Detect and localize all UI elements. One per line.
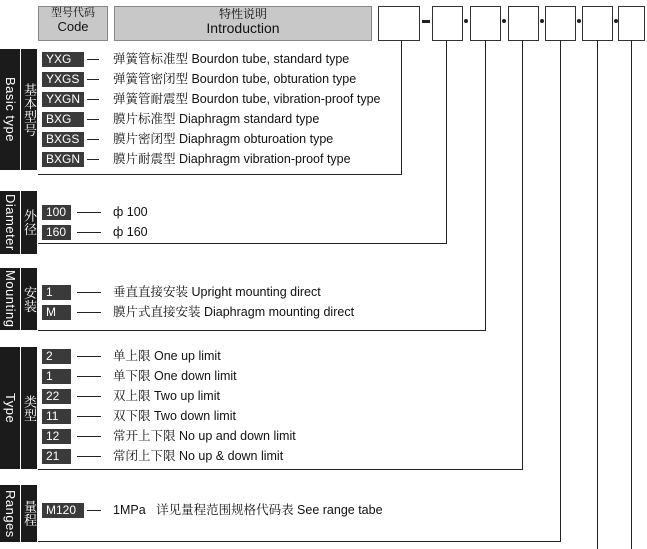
code-slot-type [508, 6, 539, 41]
label-basic-bxg: 膜片标准型 Diaphragm standard type [113, 112, 320, 126]
label-basic-yxgn: 弹簧管耐震型 Bourdon tube, vibration-proof type [113, 92, 381, 106]
label-basic-yxgs: 弹簧管密闭型 Bourdon tube, obturation type [113, 72, 357, 86]
code-type-22: 22 [42, 389, 71, 404]
connector-diameter [38, 243, 446, 244]
label-basic-bxgn: 膜片耐震型 Diaphragm vibration-proof type [113, 152, 351, 166]
label-type-21: 常闭上下限 No up & down limit [113, 449, 284, 463]
label-type-11: 双下限 Two down limit [113, 409, 236, 423]
connector-mounting [38, 330, 485, 331]
connector-extra-1-vertical [597, 40, 598, 549]
leader-tick [87, 79, 99, 80]
label-diameter-100: ф 100 [113, 205, 148, 219]
header-intro-cell [114, 6, 372, 41]
code-slot-mounting [470, 6, 501, 41]
ranges-title-cn: 量程 [22, 500, 37, 527]
label-diameter-160: ф 160 [113, 225, 148, 239]
code-type-1: 1 [42, 369, 71, 384]
section-label-ranges [0, 485, 20, 542]
code-type-2: 2 [42, 349, 71, 364]
section-label-diameter [0, 191, 20, 254]
diameter-title-cn: 外径 [22, 209, 37, 236]
connector-ranges-vertical [560, 40, 561, 542]
code-slot-extra-1 [582, 6, 613, 41]
code-slot-basic-type [378, 6, 420, 41]
code-mounting-m: M [42, 305, 71, 320]
code-basic-bxgs: BXGS [42, 132, 84, 147]
label-basic-yxg: 弹簧管标准型 Bourdon tube, standard type [113, 52, 350, 66]
section-label-mounting [0, 268, 20, 330]
code-mounting-1: 1 [42, 285, 71, 300]
ranges-title-en: Ranges [3, 489, 18, 538]
section-label-type [0, 347, 20, 469]
code-type-21: 21 [42, 449, 71, 464]
header-intro-cn: 特性说明 [218, 7, 267, 21]
label-mounting-m: 膜片式直接安装 Diaphragm mounting direct [113, 305, 355, 319]
leader-tick [87, 59, 99, 60]
header-code-en: Code [57, 19, 89, 34]
slot-separator-dot [540, 19, 544, 23]
connector-basic-type [38, 174, 401, 175]
leader-tick [77, 312, 101, 313]
leader-tick [87, 139, 99, 140]
header-code-cell [38, 6, 108, 41]
slot-separator-dot [502, 19, 506, 23]
code-slot-diameter [432, 6, 463, 41]
slot-separator-dash [422, 20, 430, 23]
leader-tick [77, 356, 101, 357]
code-basic-bxgn: BXGN [42, 152, 84, 167]
basic-type-title-cn: 基本型号 [22, 82, 37, 137]
type-title-en: Type [3, 392, 18, 424]
connector-type-vertical [522, 40, 523, 470]
connector-extra-2-vertical [631, 40, 632, 549]
code-type-11: 11 [42, 409, 71, 424]
basic-type-title-en: Basic type [3, 77, 18, 142]
connector-ranges [38, 541, 560, 542]
leader-tick [77, 416, 101, 417]
slot-separator-dot [577, 19, 581, 23]
connector-basic-type-vertical [401, 40, 402, 175]
code-diameter-160: 160 [42, 225, 71, 240]
leader-tick [77, 292, 101, 293]
leader-tick [87, 510, 101, 511]
label-type-12: 常开上下限 No up and down limit [113, 429, 296, 443]
label-type-2: 单上限 One up limit [113, 349, 221, 363]
header-intro-en: Introduction [206, 20, 280, 36]
connector-mounting-vertical [485, 40, 486, 331]
label-ranges-m120: 1MPa 详见量程范围规格代码表 See range tabe [113, 503, 383, 517]
section-label-ranges-cn [21, 485, 37, 542]
mounting-title-cn: 安装 [22, 285, 37, 313]
slot-separator-dot [464, 19, 468, 23]
leader-tick [77, 232, 101, 233]
connector-diameter-vertical [446, 40, 447, 244]
section-label-basic-type [0, 49, 20, 170]
leader-tick [87, 159, 99, 160]
label-type-1: 单下限 One down limit [113, 369, 237, 383]
mounting-title-en: Mounting [3, 270, 18, 328]
code-basic-yxgs: YXGS [42, 72, 84, 87]
leader-tick [77, 376, 101, 377]
section-label-basic-type-cn [21, 49, 37, 170]
label-type-22: 双上限 Two up limit [113, 389, 220, 403]
code-ranges-m120: M120 [42, 503, 84, 518]
label-basic-bxgs: 膜片密闭型 Diaphragm obturoation type [113, 132, 334, 146]
type-title-cn: 类型 [22, 394, 37, 422]
code-slot-ranges [545, 6, 576, 41]
leader-tick [77, 212, 101, 213]
leader-tick [77, 436, 101, 437]
diameter-title-en: Diameter [3, 194, 18, 251]
code-type-12: 12 [42, 429, 71, 444]
leader-tick [87, 119, 99, 120]
code-basic-bxg: BXG [42, 112, 84, 127]
leader-tick [87, 99, 99, 100]
label-mounting-1: 垂直直接安装 Upright mounting direct [113, 285, 321, 299]
code-slot-extra-2 [618, 6, 645, 41]
code-basic-yxgn: YXGN [42, 92, 84, 107]
leader-tick [77, 396, 101, 397]
section-label-diameter-cn [21, 191, 37, 254]
code-basic-yxg: YXG [42, 52, 84, 67]
connector-type [38, 469, 522, 470]
section-label-type-cn [21, 347, 37, 469]
leader-tick [77, 456, 101, 457]
code-diameter-100: 100 [42, 205, 71, 220]
section-label-mounting-cn [21, 268, 37, 330]
header-code-cn: 型号代码 [51, 7, 95, 19]
